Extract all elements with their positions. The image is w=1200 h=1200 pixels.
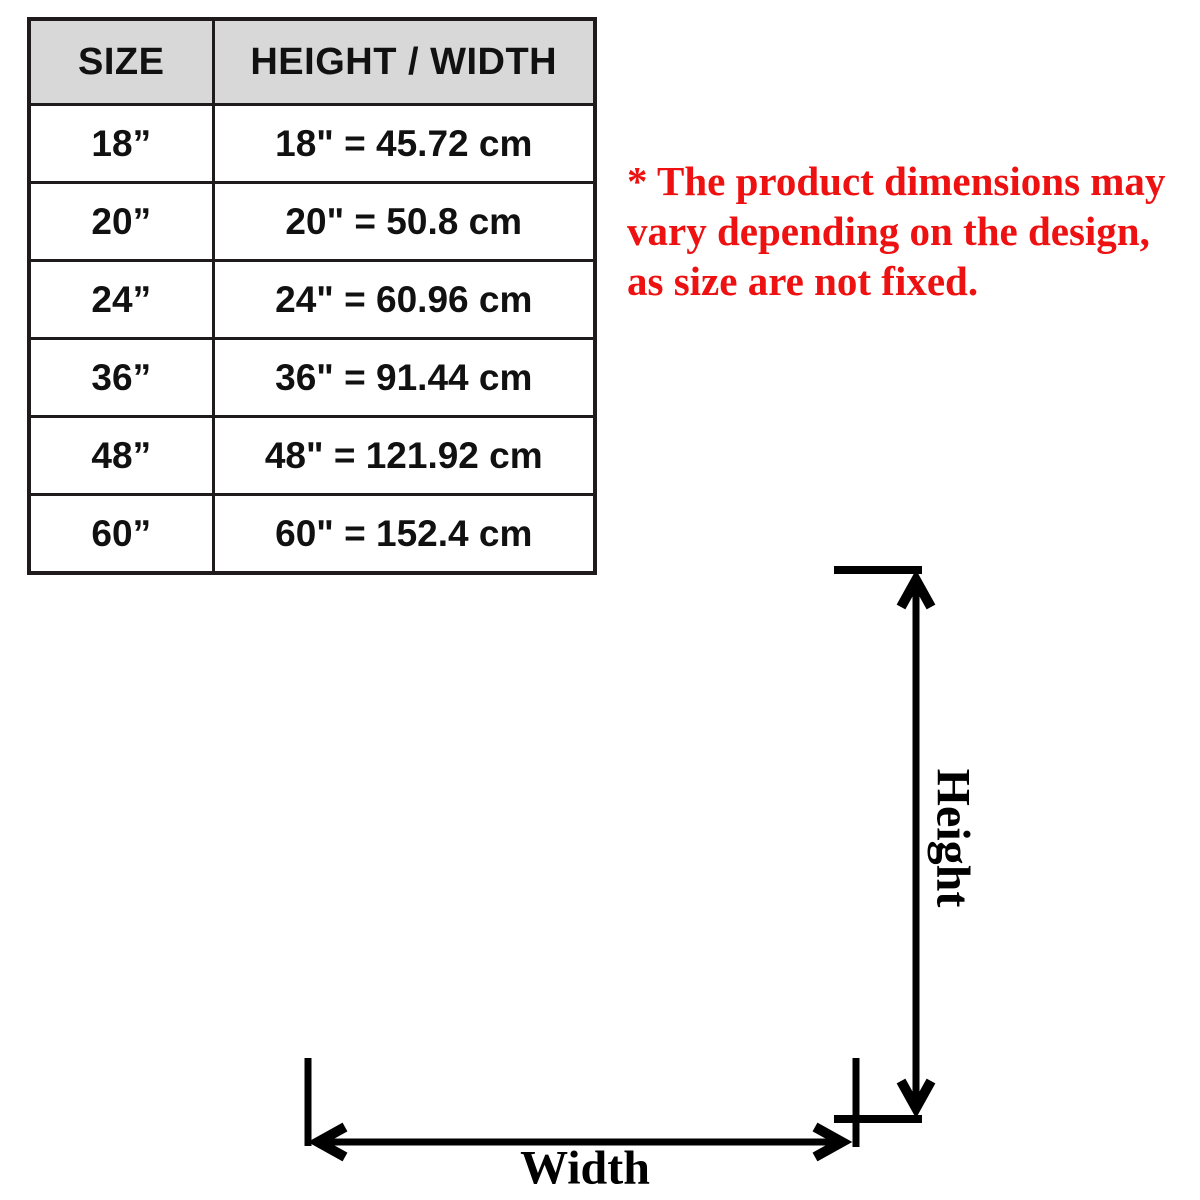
size-cell: 20” bbox=[29, 183, 213, 261]
size-cell: 24” bbox=[29, 261, 213, 339]
conversion-cell: 48" = 121.92 cm bbox=[213, 417, 595, 495]
size-cell: 48” bbox=[29, 417, 213, 495]
width-dimension-label: Width bbox=[520, 1141, 650, 1195]
size-cell: 18” bbox=[29, 105, 213, 183]
conversion-cell: 18" = 45.72 cm bbox=[213, 105, 595, 183]
conversion-cell: 20" = 50.8 cm bbox=[213, 183, 595, 261]
conversion-cell: 60" = 152.4 cm bbox=[213, 495, 595, 574]
disclaimer-line-1: * The product dimensions may bbox=[627, 158, 1166, 204]
size-cell: 36” bbox=[29, 339, 213, 417]
size-column-header: SIZE bbox=[29, 19, 213, 105]
conversion-cell: 24" = 60.96 cm bbox=[213, 261, 595, 339]
disclaimer-line-3: as size are not fixed. bbox=[627, 258, 979, 304]
height-dimension-label: Height bbox=[926, 768, 980, 908]
disclaimer-line-2: vary depending on the design, bbox=[627, 208, 1150, 254]
size-cell: 60” bbox=[29, 495, 213, 574]
height-width-column-header: HEIGHT / WIDTH bbox=[213, 19, 595, 105]
conversion-cell: 36" = 91.44 cm bbox=[213, 339, 595, 417]
